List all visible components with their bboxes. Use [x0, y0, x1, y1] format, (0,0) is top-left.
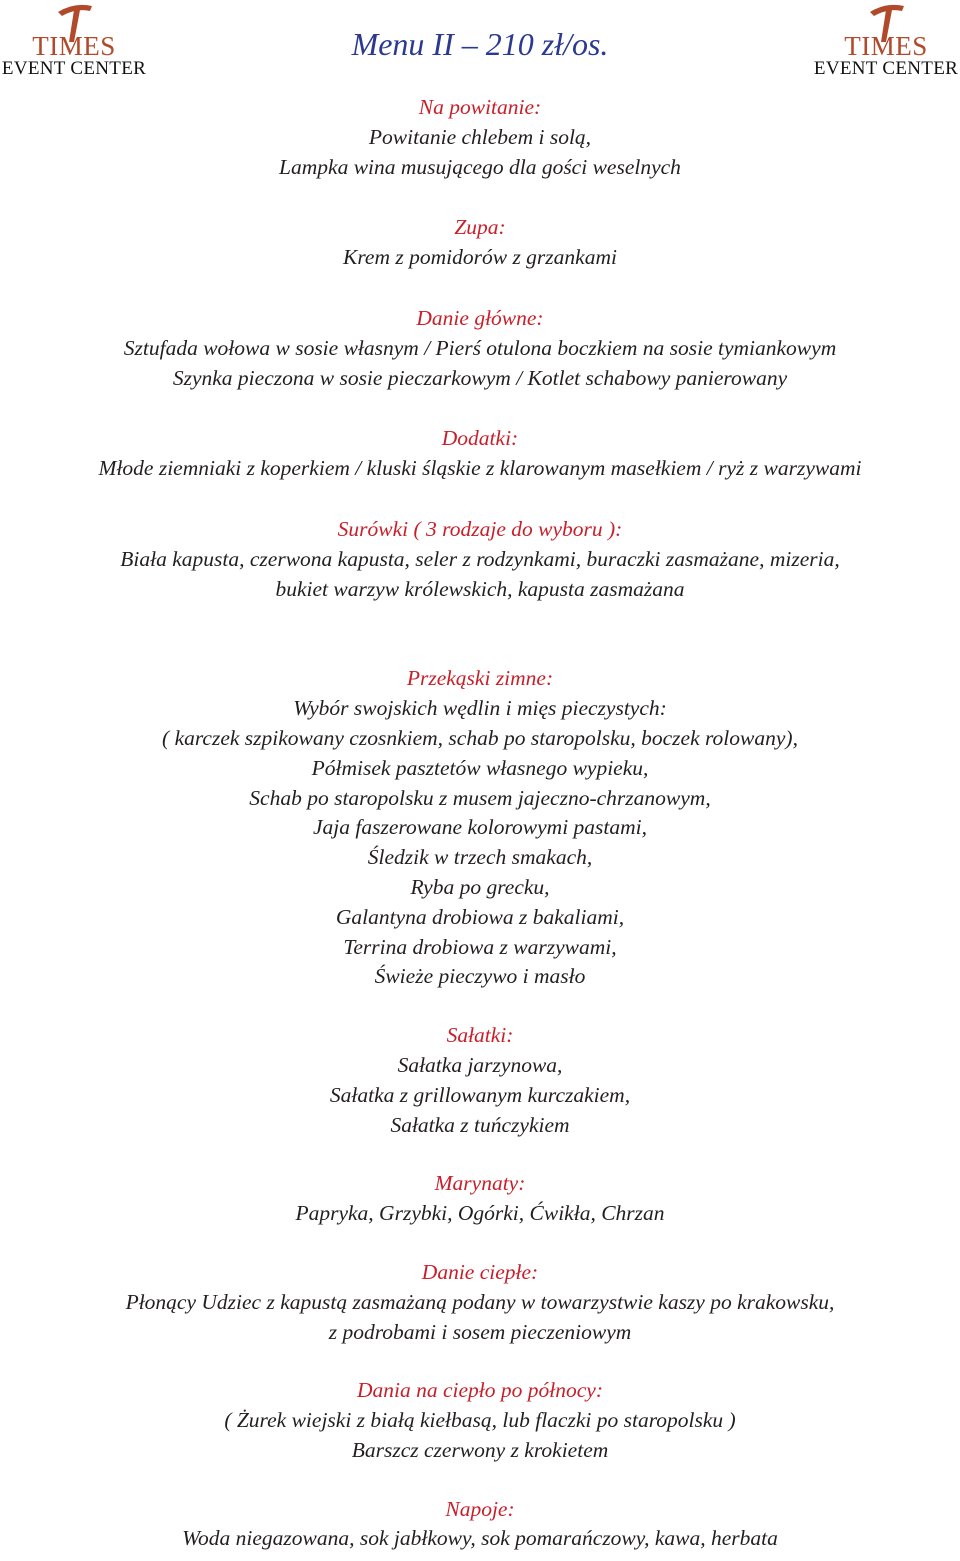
menu-line: Terrina drobiowa z warzywami, [343, 934, 617, 959]
menu-line: Świeże pieczywo i masło [374, 964, 586, 989]
menu-body [0, 93, 960, 1554]
section-welcome [0, 93, 960, 182]
section-drinks [0, 1495, 960, 1555]
menu-line: bukiet warzyw królewskich, kapusta zasmażana [275, 576, 685, 601]
menu-line: Lampka wina musującego dla gości weselnych [279, 154, 681, 179]
menu-line: Krem z pomidorów z grzankami [343, 245, 617, 270]
menu-line: Barszcz czerwony z krokietem [351, 1437, 609, 1462]
section-heading: Dania na ciepło po północy: [356, 1378, 603, 1403]
menu-line: ( karczek szpikowany czosnkiem, schab po staropolsku, boczek rolowany), [162, 725, 798, 750]
section-main-course [0, 304, 960, 393]
menu-line: Biała kapusta, czerwona kapusta, seler z rodzynkami, buraczki zasmażane, mizeria, [120, 546, 840, 571]
logo-wordmark: TIMES [32, 31, 116, 61]
section-heading: Danie ciepłe: [421, 1259, 539, 1284]
logo-wordmark: TIMES [844, 31, 928, 61]
section-heading: Przekąski zimne: [406, 666, 554, 691]
section-salads [0, 1021, 960, 1140]
menu-line: Sałatka jarzynowa, [397, 1052, 563, 1077]
menu-title: Menu II – 210 zł/os. [351, 26, 609, 62]
section-heading: Napoje: [445, 1496, 515, 1521]
section-heading: Sałatki: [446, 1023, 514, 1048]
menu-line: Śledzik w trzech smakach, [367, 845, 593, 870]
menu-line: z podrobami i sosem pieczeniowym [328, 1319, 632, 1344]
menu-line: Ryba po grecku, [410, 874, 550, 899]
menu-line: Papryka, Grzybki, Ogórki, Ćwikła, Chrzan [295, 1201, 665, 1226]
section-cold-appetizers [0, 664, 960, 992]
section-heading: Surówki ( 3 rodzaje do wyboru ): [337, 516, 623, 541]
menu-line: Półmisek pasztetów własnego wypieku, [311, 755, 649, 780]
logo-subtitle: EVENT CENTER [813, 58, 959, 79]
section-sides [0, 424, 960, 484]
menu-line: Galantyna drobiowa z bakaliami, [335, 904, 625, 929]
menu-line: Szynka pieczona w sosie pieczarkowym / Kotlet schabowy panierowany [172, 365, 788, 390]
menu-line: Sałatka z tuńczykiem [390, 1112, 570, 1137]
menu-line: Schab po staropolsku z musem jajeczno-chrzanowym, [249, 785, 711, 810]
section-pickles [0, 1169, 960, 1229]
menu-line: Wybór swojskich wędlin i mięs pieczystych: [293, 696, 667, 721]
section-heading: Danie główne: [416, 305, 544, 330]
menu-line: Powitanie chlebem i solą, [368, 124, 592, 149]
menu-line: Młode ziemniaki z koperkiem / kluski śląskie z klarowanym masełkiem / ryż z warzywami [98, 456, 862, 481]
section-heading: Dodatki: [441, 426, 519, 451]
menu-line: Jaja faszerowane kolorowymi pastami, [312, 815, 648, 840]
logo-subtitle: EVENT CENTER [1, 58, 147, 79]
menu-line: ( Żurek wiejski z białą kiełbasą, lub flaczki po staropolsku ) [224, 1408, 736, 1433]
menu-line: Woda niegazowana, sok jabłkowy, sok pomarańczowy, kawa, herbata [182, 1526, 778, 1551]
section-soup [0, 213, 960, 273]
section-heading: Na powitanie: [418, 95, 542, 119]
section-salads-raw [0, 515, 960, 604]
section-heading: Marynaty: [434, 1171, 526, 1196]
section-heading: Zupa: [454, 215, 506, 240]
menu-line: Sztufada wołowa w sosie własnym / Pierś otulona boczkiem na sosie tymiankowym [123, 335, 837, 360]
section-after-midnight [0, 1376, 960, 1465]
menu-line: Sałatka z grillowanym kurczakiem, [329, 1082, 631, 1107]
menu-line: Płonący Udziec z kapustą zasmażaną podany w towarzystwie kaszy po krakowsku, [125, 1289, 835, 1314]
section-hot-dish [0, 1258, 960, 1347]
